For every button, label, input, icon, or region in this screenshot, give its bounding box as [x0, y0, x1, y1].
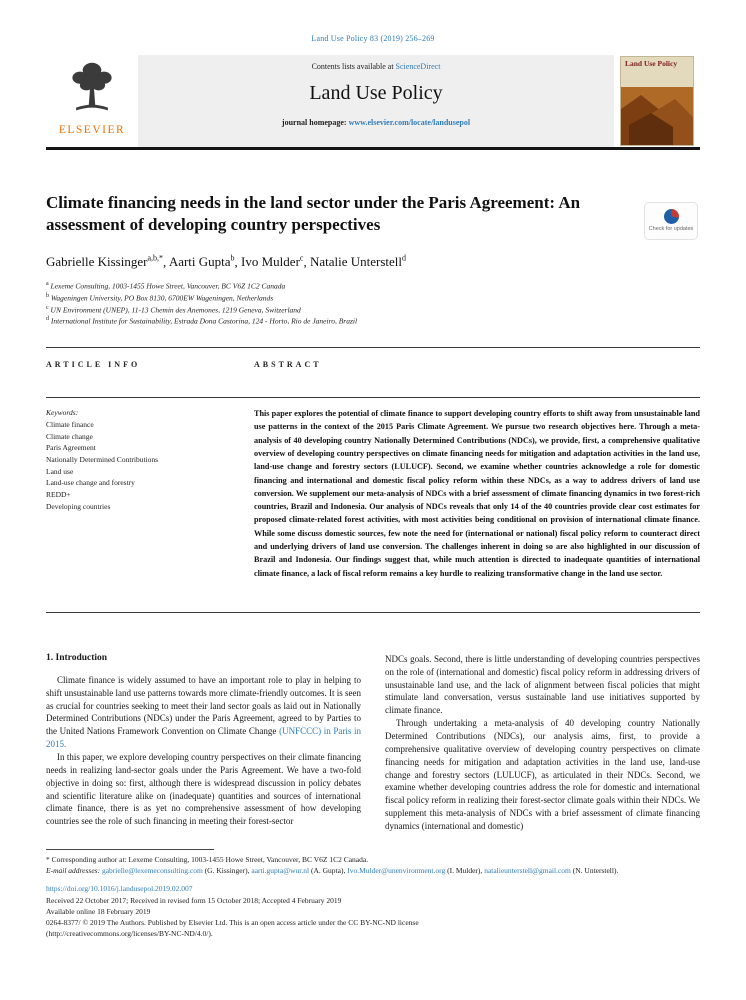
contents-prefix: Contents lists available at	[311, 62, 396, 71]
email-name: (G. Kissinger),	[202, 866, 252, 876]
check-for-updates-badge[interactable]	[644, 202, 698, 240]
elsevier-wordmark: ELSEVIER	[58, 124, 126, 136]
corresponding-author-note: * Corresponding author at: Lexeme Consulting, 1003-1455 Howe Street, Vancouver, BC V6Z 1C2 Canada.	[46, 854, 369, 864]
affiliation-text: UN Environment (UNEP), 11-13 Chemin des Anemones, 1219 Geneva, Switzerland	[48, 305, 301, 315]
crossmark-icon	[664, 209, 679, 224]
keyword: Climate finance	[46, 420, 94, 430]
check-badge-label: Check for updates	[648, 226, 694, 233]
footnote-gap	[46, 876, 700, 883]
affiliation-sup: a	[46, 281, 49, 288]
keywords-block	[46, 407, 234, 580]
affiliation-item	[46, 304, 700, 316]
keyword: Climate change	[46, 431, 93, 441]
doi-link[interactable]: https://doi.org/10.1016/j.landusepol.2019.02.007	[46, 884, 193, 894]
body-paragraph	[46, 674, 361, 751]
author-affil-sup: a,b,*	[147, 253, 164, 263]
available-online-line: Available online 18 February 2019	[46, 906, 151, 916]
author-separator: ,	[163, 254, 169, 270]
cover-title: Land Use Policy	[625, 59, 678, 68]
body-left-column	[46, 653, 361, 833]
email-addresses-line	[46, 865, 700, 876]
author-affil-sup: d	[402, 253, 407, 263]
copyright-line: 0264-8377/ © 2019 The Authors. Published by Elsevier Ltd. This is an open access article under the CC BY-NC-ND license	[46, 918, 419, 928]
footnotes-block	[46, 849, 700, 940]
keyword: Land-use change and forestry	[46, 478, 135, 488]
author-affil-sup: b	[230, 253, 235, 263]
info-abstract-content	[46, 398, 700, 592]
unfccc-citation-link[interactable]: (UNFCCC) in Paris in 2015.	[46, 726, 361, 750]
email-link[interactable]: aarti.gupta@wur.nl	[251, 866, 310, 876]
article-title: Climate financing needs in the land sector under the Paris Agreement: An assessment of developing country perspectives	[46, 193, 581, 235]
journal-cover-thumbnail	[620, 56, 694, 146]
homepage-label: journal homepage:	[281, 118, 349, 127]
affiliation-item	[46, 280, 700, 292]
email-name: (A. Gupta),	[309, 866, 348, 876]
author-affil-sup: c	[299, 253, 304, 263]
affiliation-item	[46, 315, 700, 327]
section-1-heading: 1. Introduction	[46, 652, 108, 663]
abstract-text: This paper explores the potential of climate finance to support developing country efforts to shift away from unsustainable land use patterns in the context of the 2015 Paris Climate Agreement. We pursue two research objectives here. Through a meta-analysis of 40 developing country Nationally Determined Contributions (NDCs), we provide, first, a comprehensive qualitative overview of developing country perspectives on climate financing needs for mitigation and adaptation activities in the land use, land-use change and forestry sectors (LULUCF). Second, we examine whether countries acknowledge a role for domestic financing and international and domestic fiscal policy reform within these NDCs, as a way to address drivers of land use conversion. We supplement our meta-analysis of NDCs with a brief assessment of climate financing dynamics in two forest-rich countries, Brazil and Indonesia. Our analysis of NDCs reveals that only 14 of the 40 countries provide clear cost estimates for proposed climate-related forest activities, with most activities being conditional on provision of international climate finance. While some discuss domestic sources, few note the need for (international or national) fiscal policy reform to counteract direct and underlying drivers of land use conversion. The challenges inherent in doing so are also highlighted in our discussion of Brazil and Indonesia. Our findings suggest that, while much attention is directed to inadequate quantities of international climate finance, a lack of fiscal reform remains a key hurdle to realizing transformative change in the land use sector.	[254, 409, 700, 578]
body-paragraph: Through undertaking a meta-analysis of 40 developing country Nationally Determined Contributions (NDCs), our analysis aims, first, to provide a comprehensive qualitative overview of developing country perspectives on climate financing needs for mitigation and adaptation activities in the land use, land-use change and forestry sectors (LULUCF), as articulated in their NDCs. Second, we examine whether developing countries address the role for domestic and international fiscal policy reform in realizing their forest-sector climate goals within their NDCs. We supplement this meta-analysis of NDCs with a brief assessment of climate financing dynamics (international and domestic)	[385, 718, 700, 832]
email-link[interactable]: Ivo.Mulder@unenvironment.org	[347, 866, 446, 876]
paragraph-text: Climate finance is widely assumed to have an important role to play in helping to shift unsustainable land use patterns towards more climate-friendly outcomes. It is seen as crucial for countries seeking to meet their land sector goals as laid out in Nationally Determined Contributions (NDCs) under the Paris Agreement, agreed to by Parties to the United Nations Framework Convention on Climate Change	[46, 674, 361, 737]
author-name[interactable]: Aarti Gupta$^b$	[168, 253, 235, 270]
affiliation-text: Wageningen University, PO Box 8130, 6700EW Wageningen, Netherlands	[49, 293, 274, 303]
author-separator: ,	[234, 254, 242, 270]
email-name: (N. Unterstell).	[570, 866, 619, 876]
homepage-url-link[interactable]: www.elsevier.com/locate/landusepol	[348, 118, 471, 127]
article-info-heading: ARTICLE INFO	[46, 360, 141, 370]
keywords-label: Keywords:	[46, 408, 79, 418]
info-abstract-headings	[46, 348, 700, 377]
header-divider-bar	[46, 147, 700, 150]
contents-line	[138, 62, 614, 71]
email-link[interactable]: natalieunterstell@gmail.com	[484, 866, 571, 876]
keyword: Nationally Determined Contributions	[46, 455, 159, 465]
homepage-line	[138, 118, 614, 127]
affiliation-text: International Institute for Sustainability, Estrada Dona Castorina, 124 - Horto, Rio de Janeiro, Brazil	[49, 316, 358, 326]
affiliation-sup: b	[46, 292, 49, 299]
section-rule-bottom	[46, 612, 700, 613]
body-right-column	[385, 653, 700, 833]
email-name: (I. Mulder),	[445, 866, 485, 876]
elsevier-tree-icon	[64, 59, 120, 122]
affiliations	[46, 280, 700, 327]
article-body	[46, 653, 700, 833]
email-link[interactable]: gabrielle@lexemeconsulting.com	[101, 866, 203, 876]
body-paragraph: In this paper, we explore developing country perspectives on their climate financing needs in realizing land-sector goals under the Paris Agreement. We have a two-fold objective in doing so: first, although there is widespread discussion in policy debates and scientific literature alike on (inadequate) quantities and sources of international climate finance, there is as yet no comprehensive assessment of how developing countries see the role of such financing in meeting their forest-sector	[46, 752, 361, 827]
journal-title: Land Use Policy	[309, 82, 443, 104]
author-name[interactable]: Ivo Mulder$^c$	[241, 253, 304, 270]
author-name[interactable]: Natalie Unterstell$^d$	[309, 253, 407, 270]
affiliation-sup: c	[46, 304, 49, 311]
keyword: Paris Agreement	[46, 443, 96, 453]
body-paragraph: NDCs goals. Second, there is little understanding of developing countries perspectives on the role of (international and domestic) fiscal policy reform in addressing drivers of unsustainable land use, and the lack of alignment between fiscal policies that might stimulate land conversation, versus sustainable land use initiatives supported by climate finance.	[385, 653, 700, 716]
abstract-heading: ABSTRACT	[254, 360, 322, 370]
elsevier-logo	[46, 55, 138, 147]
author-line	[46, 254, 700, 270]
journal-citation: Land Use Policy 83 (2019) 256–269	[311, 34, 435, 43]
header-center	[138, 55, 614, 147]
email-label: E-mail addresses:	[46, 866, 102, 876]
keyword: REDD+	[46, 489, 71, 499]
affiliation-sup: d	[46, 316, 49, 323]
cover-art-image	[621, 87, 693, 145]
footnote-rule	[46, 849, 214, 850]
author-separator: ,	[303, 254, 310, 270]
sciencedirect-link[interactable]: ScienceDirect	[395, 62, 441, 71]
keyword: Land use	[46, 466, 74, 476]
affiliation-item	[46, 292, 700, 304]
keyword: Developing countries	[46, 501, 111, 511]
license-url-line: (http://creativecommons.org/licenses/BY-NC-ND/4.0/).	[46, 929, 213, 939]
received-dates-line: Received 22 October 2017; Received in revised form 15 October 2018; Accepted 4 February 2019	[46, 895, 342, 905]
journal-header	[46, 55, 700, 147]
author-name[interactable]: Gabrielle Kissinger$^{a,b,*}$	[46, 253, 164, 270]
affiliation-text: Lexeme Consulting, 1003-1455 Howe Street, Vancouver, BC V6Z 1C2 Canada	[48, 281, 286, 291]
cover-column	[614, 55, 700, 147]
